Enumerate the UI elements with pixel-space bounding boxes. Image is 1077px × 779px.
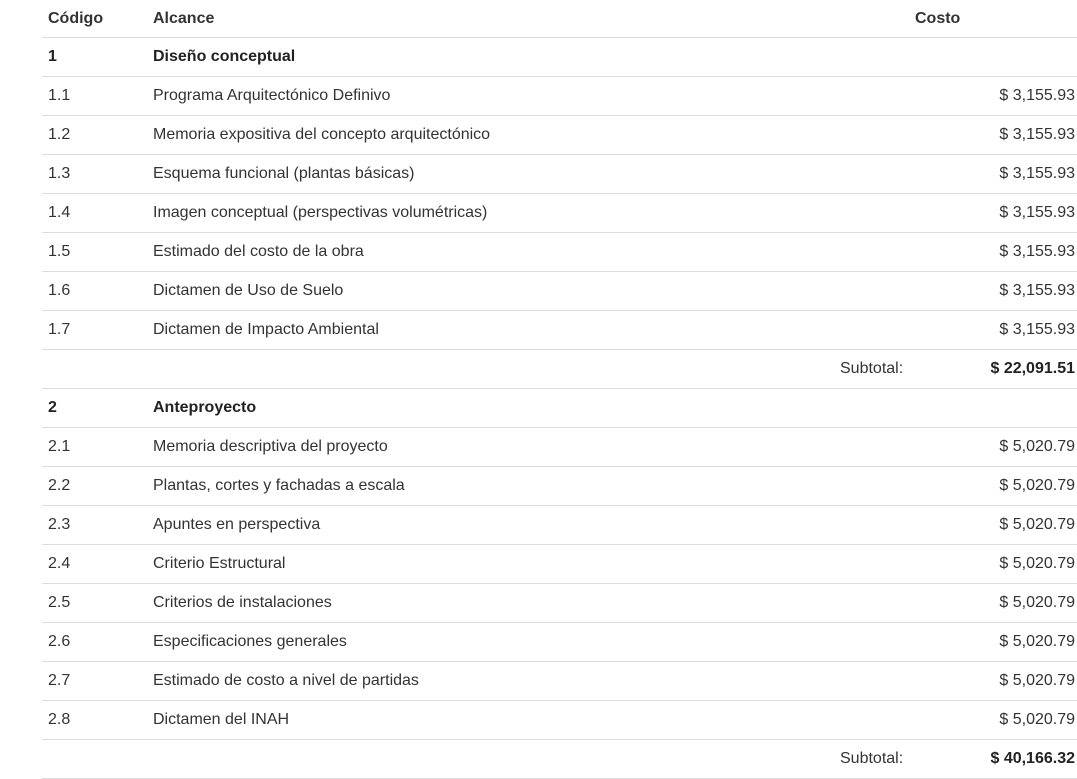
section-code: 1 [42,38,147,77]
item-scope: Memoria expositiva del concepto arquitectónico [147,116,915,155]
item-scope: Memoria descriptiva del proyecto [147,428,915,467]
item-cost: $ 3,155.93 [915,77,1077,116]
header-scope: Alcance [147,0,835,38]
subtotal-spacer [42,740,835,779]
subtotal-label: Subtotal: [835,350,915,389]
item-cost: $ 5,020.79 [915,701,1077,740]
table-row [42,233,1077,272]
table-row [42,506,1077,545]
subtotal-row [42,740,1077,779]
table-row [42,155,1077,194]
header-row [42,0,1077,38]
item-scope: Criterio Estructural [147,545,915,584]
table-row [42,194,1077,233]
table-body [42,38,1077,779]
item-scope: Dictamen de Uso de Suelo [147,272,915,311]
item-scope: Dictamen de Impacto Ambiental [147,311,915,350]
subtotal-spacer [42,350,835,389]
table-row [42,467,1077,506]
item-scope: Apuntes en perspectiva [147,506,915,545]
item-cost: $ 3,155.93 [915,194,1077,233]
item-scope: Imagen conceptual (perspectivas volumétricas) [147,194,915,233]
section-row [42,389,1077,428]
cost-table-container [42,0,1077,779]
item-cost: $ 5,020.79 [915,545,1077,584]
table-row [42,428,1077,467]
item-scope: Estimado del costo de la obra [147,233,915,272]
item-code: 1.7 [42,311,147,350]
item-cost: $ 5,020.79 [915,623,1077,662]
item-code: 1.4 [42,194,147,233]
item-cost: $ 3,155.93 [915,311,1077,350]
section-row [42,38,1077,77]
table-row [42,623,1077,662]
item-scope: Esquema funcional (plantas básicas) [147,155,915,194]
item-cost: $ 5,020.79 [915,662,1077,701]
item-code: 2.2 [42,467,147,506]
item-code: 2.3 [42,506,147,545]
item-scope: Estimado de costo a nivel de partidas [147,662,915,701]
item-scope: Plantas, cortes y fachadas a escala [147,467,915,506]
section-title: Anteproyecto [147,389,1077,428]
table-row [42,272,1077,311]
item-cost: $ 5,020.79 [915,428,1077,467]
item-code: 1.5 [42,233,147,272]
item-code: 2.6 [42,623,147,662]
item-scope: Criterios de instalaciones [147,584,915,623]
section-title: Diseño conceptual [147,38,1077,77]
item-code: 2.1 [42,428,147,467]
cost-table [42,0,1077,779]
item-scope: Programa Arquitectónico Definivo [147,77,915,116]
item-code: 1.3 [42,155,147,194]
item-code: 1.2 [42,116,147,155]
item-code: 2.8 [42,701,147,740]
table-row [42,77,1077,116]
item-code: 1.6 [42,272,147,311]
item-code: 1.1 [42,77,147,116]
item-scope: Dictamen del INAH [147,701,915,740]
item-cost: $ 5,020.79 [915,584,1077,623]
item-scope: Especificaciones generales [147,623,915,662]
header-spacer [835,0,915,38]
item-cost: $ 3,155.93 [915,272,1077,311]
table-row [42,584,1077,623]
item-cost: $ 3,155.93 [915,116,1077,155]
subtotal-label: Subtotal: [835,740,915,779]
header-cost: Costo [915,0,1077,38]
table-row [42,662,1077,701]
table-header [42,0,1077,38]
item-cost: $ 3,155.93 [915,155,1077,194]
item-cost: $ 5,020.79 [915,467,1077,506]
table-row [42,116,1077,155]
header-code: Código [42,0,147,38]
item-cost: $ 5,020.79 [915,506,1077,545]
subtotal-row [42,350,1077,389]
item-cost: $ 3,155.93 [915,233,1077,272]
section-code: 2 [42,389,147,428]
item-code: 2.4 [42,545,147,584]
table-row [42,311,1077,350]
table-row [42,701,1077,740]
item-code: 2.5 [42,584,147,623]
table-row [42,545,1077,584]
subtotal-value: $ 22,091.51 [915,350,1077,389]
subtotal-value: $ 40,166.32 [915,740,1077,779]
item-code: 2.7 [42,662,147,701]
